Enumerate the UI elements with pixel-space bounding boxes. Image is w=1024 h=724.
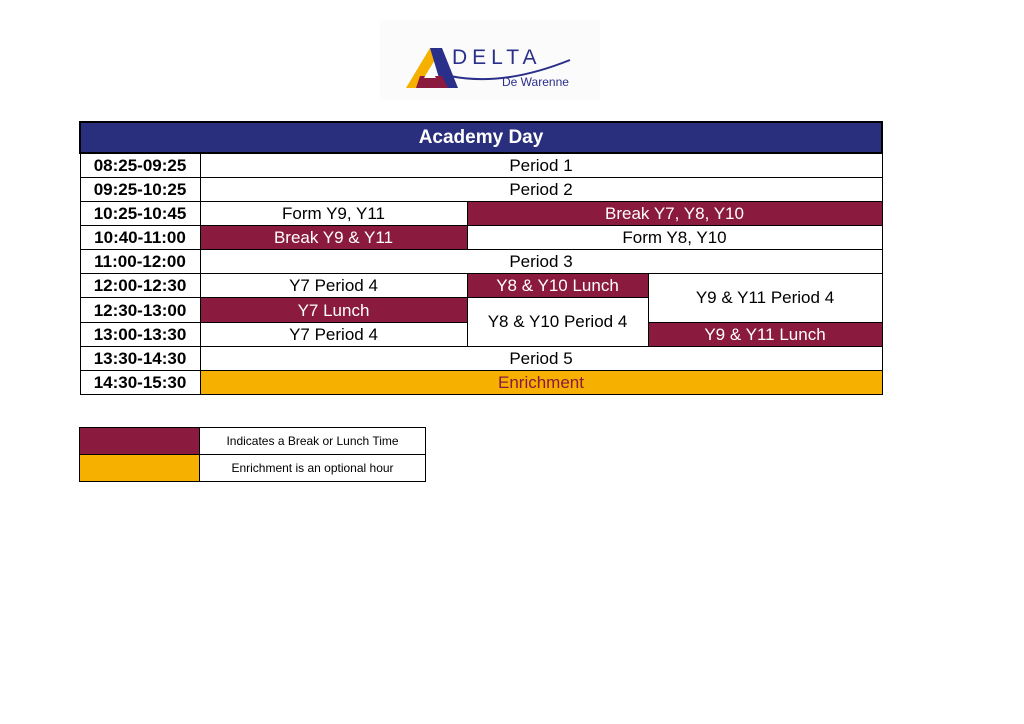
break-cell: Break Y7, Y8, Y10 — [467, 202, 882, 226]
time-cell: 12:00-12:30 — [80, 274, 200, 298]
table-row — [80, 347, 882, 371]
time-cell: 13:00-13:30 — [80, 323, 200, 347]
legend — [79, 427, 426, 482]
enrichment-swatch — [80, 455, 200, 482]
y8-y10-lunch-cell: Y8 & Y10 Lunch — [467, 274, 648, 298]
table-row — [80, 274, 882, 298]
enrichment-cell: Enrichment — [200, 371, 882, 395]
period-cell: Period 5 — [200, 347, 882, 371]
table-row — [80, 226, 882, 250]
period-cell: Period 1 — [200, 153, 882, 178]
table-row — [80, 250, 882, 274]
time-cell: 14:30-15:30 — [80, 371, 200, 395]
table-row — [80, 371, 882, 395]
period-cell: Period 3 — [200, 250, 882, 274]
y9-y11-lunch-cell: Y9 & Y11 Lunch — [648, 323, 882, 347]
time-cell: 12:30-13:00 — [80, 298, 200, 323]
logo — [380, 20, 600, 100]
y9-y11-period-cell: Y9 & Y11 Period 4 — [648, 274, 882, 323]
table-row — [80, 153, 882, 178]
timetable — [79, 121, 883, 395]
logo-subtitle: De Warenne — [502, 75, 569, 89]
logo-wordmark: DELTA — [452, 46, 542, 69]
time-cell: 09:25-10:25 — [80, 178, 200, 202]
y7-lunch-cell: Y7 Lunch — [200, 298, 467, 323]
time-cell: 11:00-12:00 — [80, 250, 200, 274]
table-row — [80, 202, 882, 226]
legend-break-text: Indicates a Break or Lunch Time — [200, 428, 426, 455]
legend-row — [80, 455, 426, 482]
form-cell: Form Y9, Y11 — [200, 202, 467, 226]
period-cell: Period 2 — [200, 178, 882, 202]
legend-row — [80, 428, 426, 455]
break-cell: Break Y9 & Y11 — [200, 226, 467, 250]
time-cell: 08:25-09:25 — [80, 153, 200, 178]
break-swatch — [80, 428, 200, 455]
y7-cell: Y7 Period 4 — [200, 274, 467, 298]
y7-cell: Y7 Period 4 — [200, 323, 467, 347]
time-cell: 10:25-10:45 — [80, 202, 200, 226]
time-cell: 10:40-11:00 — [80, 226, 200, 250]
table-title: Academy Day — [80, 122, 882, 153]
form-cell: Form Y8, Y10 — [467, 226, 882, 250]
legend-enrichment-text: Enrichment is an optional hour — [200, 455, 426, 482]
table-row — [80, 178, 882, 202]
table-row — [80, 122, 882, 153]
time-cell: 13:30-14:30 — [80, 347, 200, 371]
y8-y10-period-cell: Y8 & Y10 Period 4 — [467, 298, 648, 347]
